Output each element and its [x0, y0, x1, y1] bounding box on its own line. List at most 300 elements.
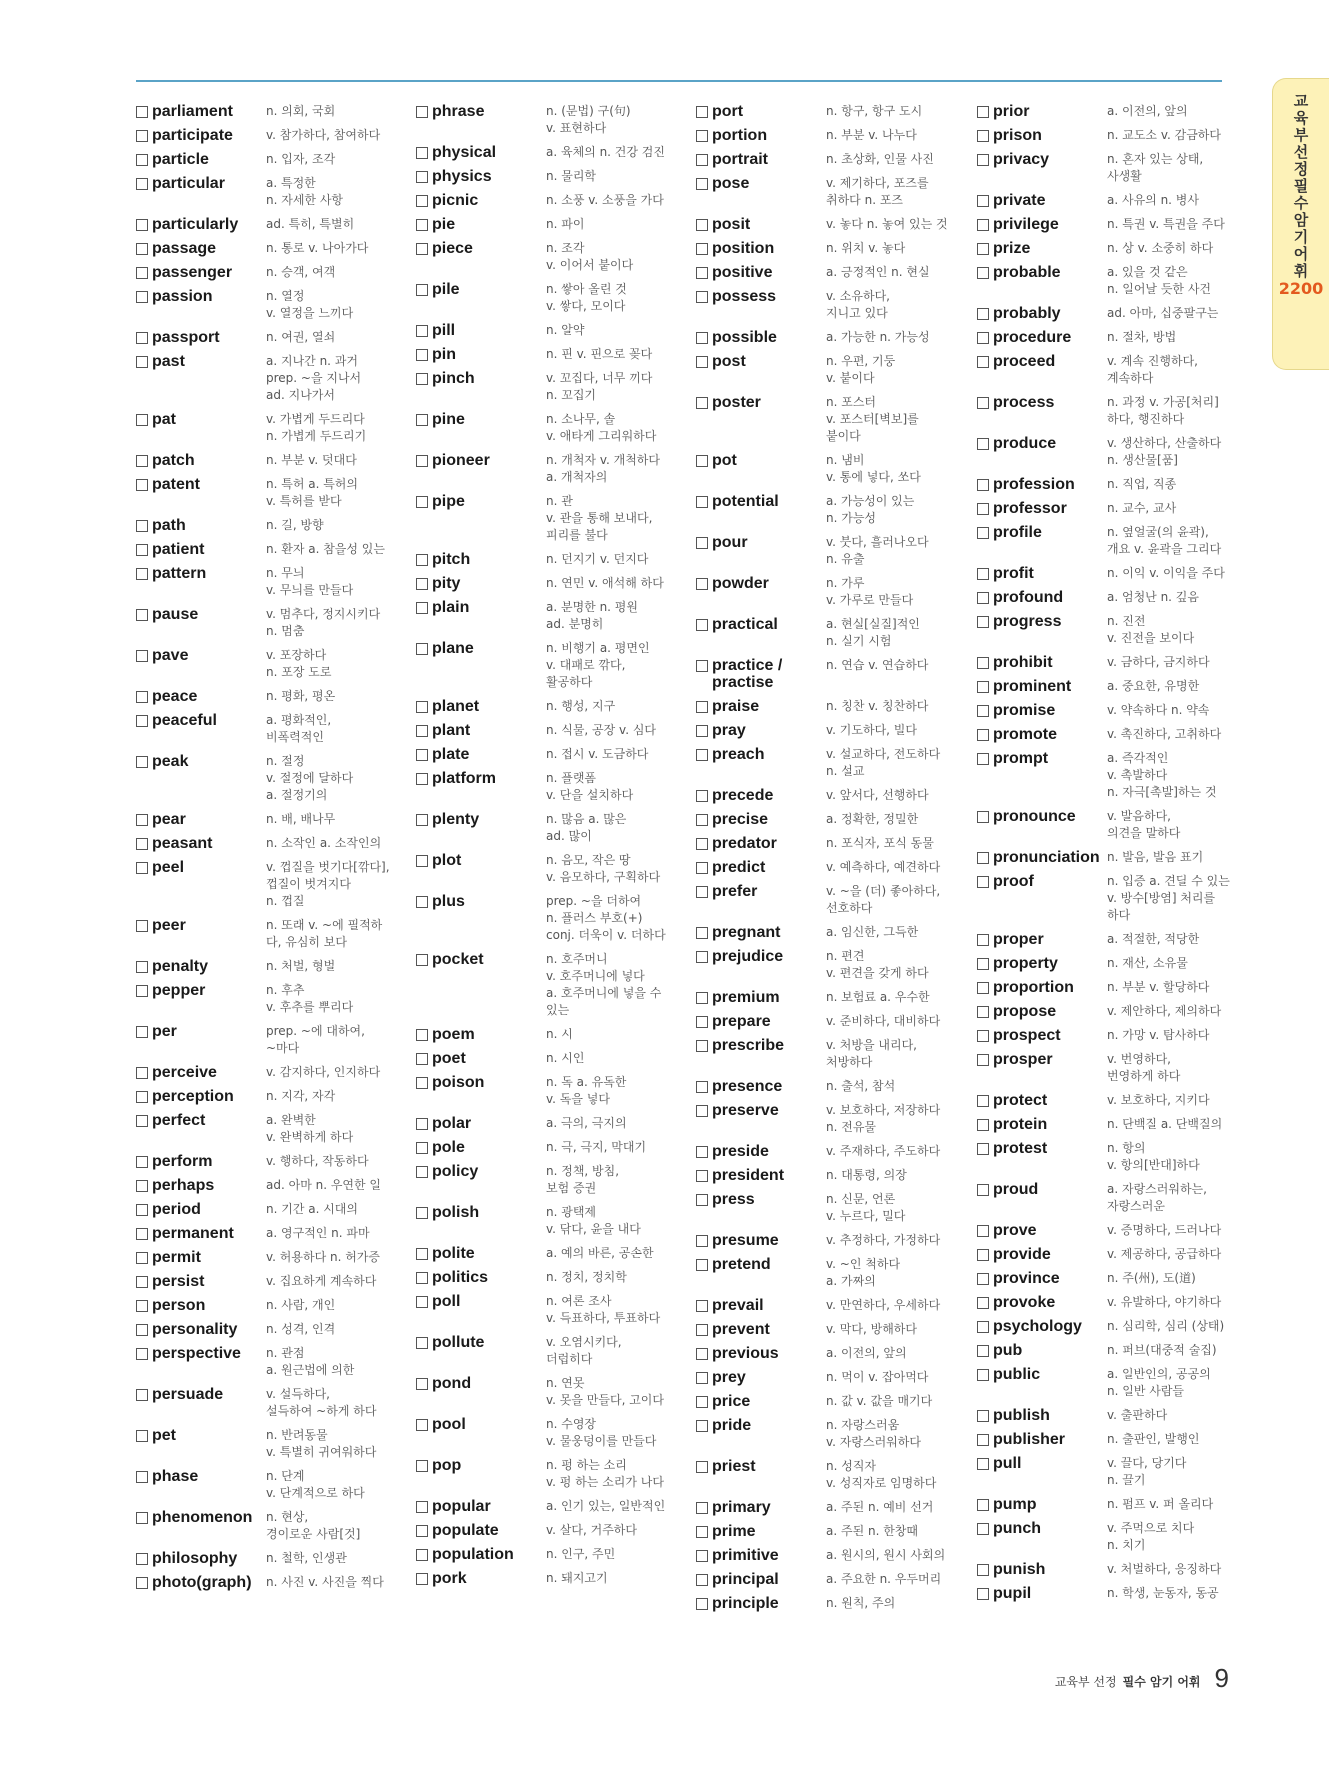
vocab-word: plate — [432, 746, 470, 763]
vocab-entry — [977, 192, 1247, 209]
memorized-checkbox[interactable] — [977, 106, 989, 118]
memorized-checkbox[interactable] — [136, 332, 148, 344]
vocab-entry — [416, 216, 686, 233]
memorized-checkbox[interactable] — [416, 1142, 428, 1154]
vocab-word: probable — [993, 264, 1061, 281]
memorized-checkbox[interactable] — [416, 954, 428, 966]
memorized-checkbox[interactable] — [977, 356, 989, 368]
vocab-entry — [136, 958, 406, 975]
memorized-checkbox[interactable] — [136, 1026, 148, 1038]
memorized-checkbox[interactable] — [696, 1194, 708, 1206]
memorized-checkbox[interactable] — [416, 1573, 428, 1585]
memorized-checkbox[interactable] — [696, 1598, 708, 1610]
memorized-checkbox[interactable] — [136, 1430, 148, 1442]
vocab-entry — [696, 722, 966, 739]
memorized-checkbox[interactable] — [416, 1549, 428, 1561]
memorized-checkbox[interactable] — [416, 1525, 428, 1537]
vocab-definition: a. 엄청난 n. 깊음 — [1107, 590, 1199, 604]
memorized-checkbox[interactable] — [977, 753, 989, 765]
memorized-checkbox[interactable] — [977, 1143, 989, 1155]
memorized-checkbox[interactable] — [977, 982, 989, 994]
memorized-checkbox[interactable] — [416, 1337, 428, 1349]
memorized-checkbox[interactable] — [136, 356, 148, 368]
vocab-word: pop — [432, 1457, 462, 1474]
memorized-checkbox[interactable] — [136, 267, 148, 279]
vocab-entry — [696, 1321, 966, 1338]
memorized-checkbox[interactable] — [977, 1297, 989, 1309]
vocab-definition: a. 일반인의, 공공의 n. 일반 사람들 — [1107, 1367, 1211, 1398]
memorized-checkbox[interactable] — [416, 855, 428, 867]
memorized-checkbox[interactable] — [977, 616, 989, 628]
memorized-checkbox[interactable] — [416, 773, 428, 785]
vocab-definition: n. 성직자 v. 성직자로 임명하다 — [826, 1459, 937, 1490]
memorized-checkbox[interactable] — [977, 1499, 989, 1511]
memorized-checkbox[interactable] — [977, 243, 989, 255]
vocab-entry — [696, 288, 966, 322]
vocab-entry — [136, 1550, 406, 1567]
vocab-entry — [977, 726, 1247, 743]
memorized-checkbox[interactable] — [136, 1553, 148, 1565]
memorized-checkbox[interactable] — [136, 1228, 148, 1240]
vocab-word: protein — [993, 1116, 1048, 1133]
memorized-checkbox[interactable] — [416, 1029, 428, 1041]
vocab-definition: n. 처벌, 형벌 — [266, 959, 336, 973]
vocab-word: publish — [993, 1407, 1050, 1424]
memorized-checkbox[interactable] — [977, 503, 989, 515]
memorized-checkbox[interactable] — [977, 1006, 989, 1018]
vocab-entry — [416, 346, 686, 363]
vocab-entry — [977, 1027, 1247, 1044]
vocab-word: pride — [712, 1417, 752, 1434]
memorized-checkbox[interactable] — [696, 219, 708, 231]
memorized-checkbox[interactable] — [696, 106, 708, 118]
memorized-checkbox[interactable] — [696, 749, 708, 761]
memorized-checkbox[interactable] — [696, 332, 708, 344]
memorized-checkbox[interactable] — [136, 650, 148, 662]
memorized-checkbox[interactable] — [696, 1420, 708, 1432]
vocab-word: prompt — [993, 750, 1049, 767]
vocab-word: passenger — [152, 264, 233, 281]
vocab-entry — [977, 565, 1247, 582]
vocab-definition: n. 환자 a. 참을성 있는 — [266, 542, 385, 556]
vocab-word: punch — [993, 1520, 1041, 1537]
memorized-checkbox[interactable] — [136, 691, 148, 703]
memorized-checkbox[interactable] — [136, 1300, 148, 1312]
memorized-checkbox[interactable] — [696, 725, 708, 737]
memorized-checkbox[interactable] — [416, 814, 428, 826]
memorized-checkbox[interactable] — [696, 1016, 708, 1028]
memorized-checkbox[interactable] — [977, 438, 989, 450]
vocab-definition: n. 과정 v. 가공[처리] 하다, 행진하다 — [1107, 395, 1219, 426]
memorized-checkbox[interactable] — [416, 896, 428, 908]
vocab-definition: n. 가루 v. 가루로 만들다 — [826, 576, 914, 607]
vocab-word: press — [712, 1191, 755, 1208]
vocab-definition: v. 살다, 거주하다 — [546, 1523, 637, 1537]
memorized-checkbox[interactable] — [696, 862, 708, 874]
vocab-entry — [416, 370, 686, 404]
vocab-word: passion — [152, 288, 213, 305]
vocab-entry — [696, 1523, 966, 1540]
memorized-checkbox[interactable] — [696, 397, 708, 409]
memorized-checkbox[interactable] — [136, 920, 148, 932]
memorized-checkbox[interactable] — [136, 130, 148, 142]
vocab-word: profit — [993, 565, 1034, 582]
vocab-definition: a. 중요한, 유명한 — [1107, 679, 1200, 693]
memorized-checkbox[interactable] — [696, 1502, 708, 1514]
memorized-checkbox[interactable] — [977, 1321, 989, 1333]
vocab-entry — [977, 1496, 1247, 1513]
memorized-checkbox[interactable] — [416, 1118, 428, 1130]
memorized-checkbox[interactable] — [136, 544, 148, 556]
memorized-checkbox[interactable] — [696, 154, 708, 166]
memorized-checkbox[interactable] — [696, 1040, 708, 1052]
memorized-checkbox[interactable] — [136, 756, 148, 768]
vocab-definition: v. 발음하다, 의견을 말하다 — [1107, 809, 1181, 840]
memorized-checkbox[interactable] — [696, 267, 708, 279]
memorized-checkbox[interactable] — [416, 171, 428, 183]
memorized-checkbox[interactable] — [136, 961, 148, 973]
memorized-checkbox[interactable] — [696, 814, 708, 826]
memorized-checkbox[interactable] — [977, 1249, 989, 1261]
memorized-checkbox[interactable] — [977, 934, 989, 946]
vocab-definition: v. 꼬집다, 너무 끼다 n. 꼬집기 — [546, 371, 653, 402]
memorized-checkbox[interactable] — [696, 927, 708, 939]
vocab-entry — [416, 1522, 686, 1539]
memorized-checkbox[interactable] — [416, 219, 428, 231]
memorized-checkbox[interactable] — [696, 1105, 708, 1117]
memorized-checkbox[interactable] — [977, 267, 989, 279]
memorized-checkbox[interactable] — [977, 705, 989, 717]
memorized-checkbox[interactable] — [136, 609, 148, 621]
vocab-definition: v. 출판하다 — [1107, 1408, 1168, 1422]
vocab-entry — [136, 688, 406, 705]
memorized-checkbox[interactable] — [696, 537, 708, 549]
memorized-checkbox[interactable] — [416, 1166, 428, 1178]
memorized-checkbox[interactable] — [136, 814, 148, 826]
memorized-checkbox[interactable] — [977, 130, 989, 142]
memorized-checkbox[interactable] — [136, 520, 148, 532]
memorized-checkbox[interactable] — [136, 1348, 148, 1360]
memorized-checkbox[interactable] — [416, 1248, 428, 1260]
memorized-checkbox[interactable] — [696, 291, 708, 303]
memorized-checkbox[interactable] — [136, 1204, 148, 1216]
memorized-checkbox[interactable] — [696, 1146, 708, 1158]
memorized-checkbox[interactable] — [977, 568, 989, 580]
memorized-checkbox[interactable] — [136, 219, 148, 231]
memorized-checkbox[interactable] — [416, 725, 428, 737]
vocab-definition: a. 특정한 n. 자세한 사항 — [266, 176, 344, 207]
memorized-checkbox[interactable] — [136, 715, 148, 727]
vocab-entry — [696, 698, 966, 715]
memorized-checkbox[interactable] — [136, 106, 148, 118]
vocab-entry — [416, 893, 686, 944]
vocab-word: population — [432, 1546, 514, 1563]
vocab-entry — [977, 678, 1247, 695]
memorized-checkbox[interactable] — [696, 1300, 708, 1312]
memorized-checkbox[interactable] — [416, 106, 428, 118]
memorized-checkbox[interactable] — [696, 886, 708, 898]
memorized-checkbox[interactable] — [696, 701, 708, 713]
side-tab-char: 부 — [1293, 126, 1309, 144]
vocab-column-1 — [136, 103, 406, 1598]
vocab-definition: n. 철학, 인생관 — [266, 1551, 347, 1565]
vocab-entry — [977, 1116, 1247, 1133]
memorized-checkbox[interactable] — [977, 1523, 989, 1535]
memorized-checkbox[interactable] — [696, 578, 708, 590]
vocab-entry — [696, 924, 966, 941]
memorized-checkbox[interactable] — [977, 1345, 989, 1357]
memorized-checkbox[interactable] — [977, 729, 989, 741]
memorized-checkbox[interactable] — [416, 1501, 428, 1513]
memorized-checkbox[interactable] — [696, 1461, 708, 1473]
vocab-word: passport — [152, 329, 220, 346]
vocab-entry — [136, 216, 406, 233]
memorized-checkbox[interactable] — [977, 332, 989, 344]
memorized-checkbox[interactable] — [136, 1091, 148, 1103]
vocab-definition: v. ~인 척하다 a. 가짜의 — [826, 1257, 901, 1288]
vocab-definition: n. 입증 a. 견딜 수 있는 v. 방수[방염] 처리를 하다 — [1107, 874, 1230, 922]
memorized-checkbox[interactable] — [977, 1369, 989, 1381]
memorized-checkbox[interactable] — [416, 243, 428, 255]
vocab-word: profile — [993, 524, 1042, 541]
memorized-checkbox[interactable] — [977, 1095, 989, 1107]
memorized-checkbox[interactable] — [136, 1324, 148, 1336]
vocab-definition: n. 항의 v. 항의[반대]하다 — [1107, 1141, 1200, 1172]
memorized-checkbox[interactable] — [416, 578, 428, 590]
memorized-checkbox[interactable] — [977, 1588, 989, 1600]
vocab-word: preserve — [712, 1102, 779, 1119]
memorized-checkbox[interactable] — [977, 397, 989, 409]
memorized-checkbox[interactable] — [977, 1119, 989, 1131]
memorized-checkbox[interactable] — [136, 1577, 148, 1589]
vocab-word: poll — [432, 1293, 461, 1310]
vocab-entry — [416, 746, 686, 763]
memorized-checkbox[interactable] — [136, 1389, 148, 1401]
vocab-definition: n. 먹이 v. 잡아먹다 — [826, 1370, 929, 1384]
memorized-checkbox[interactable] — [416, 414, 428, 426]
memorized-checkbox[interactable] — [416, 749, 428, 761]
memorized-checkbox[interactable] — [416, 1296, 428, 1308]
vocab-entry — [136, 1064, 406, 1081]
memorized-checkbox[interactable] — [416, 1077, 428, 1089]
memorized-checkbox[interactable] — [977, 1225, 989, 1237]
memorized-checkbox[interactable] — [977, 1273, 989, 1285]
memorized-checkbox[interactable] — [416, 1053, 428, 1065]
vocab-word: passage — [152, 240, 217, 257]
memorized-checkbox[interactable] — [977, 195, 989, 207]
memorized-checkbox[interactable] — [696, 496, 708, 508]
vocab-definition: n. 인구, 주민 — [546, 1547, 616, 1561]
memorized-checkbox[interactable] — [696, 660, 708, 672]
memorized-checkbox[interactable] — [416, 455, 428, 467]
vocab-word: past — [152, 353, 185, 370]
vocab-word: penalty — [152, 958, 209, 975]
vocab-definition: n. 물리학 — [546, 169, 597, 183]
vocab-word: polite — [432, 1245, 475, 1262]
memorized-checkbox[interactable] — [416, 554, 428, 566]
vocab-definition: v. ~을 (더) 좋아하다, 선호하다 — [826, 884, 941, 915]
memorized-checkbox[interactable] — [977, 154, 989, 166]
memorized-checkbox[interactable] — [136, 985, 148, 997]
memorized-checkbox[interactable] — [696, 619, 708, 631]
vocab-definition: n. 가망 v. 탐사하다 — [1107, 1028, 1210, 1042]
memorized-checkbox[interactable] — [136, 1276, 148, 1288]
memorized-checkbox[interactable] — [136, 1156, 148, 1168]
vocab-entry — [696, 329, 966, 346]
vocab-word: proceed — [993, 353, 1056, 370]
memorized-checkbox[interactable] — [696, 178, 708, 190]
memorized-checkbox[interactable] — [977, 308, 989, 320]
vocab-definition: n. 행성, 지구 — [546, 699, 616, 713]
vocab-definition: n. 독 a. 유독한 v. 독을 넣다 — [546, 1075, 627, 1106]
memorized-checkbox[interactable] — [977, 681, 989, 693]
vocab-definition: n. 펌프 v. 퍼 올리다 — [1107, 1497, 1214, 1511]
memorized-checkbox[interactable] — [977, 1434, 989, 1446]
memorized-checkbox[interactable] — [136, 862, 148, 874]
vocab-word: pity — [432, 575, 461, 592]
vocab-entry — [977, 264, 1247, 298]
memorized-checkbox[interactable] — [696, 1170, 708, 1182]
memorized-checkbox[interactable] — [696, 1259, 708, 1271]
vocab-definition: v. 약속하다 n. 약속 — [1107, 703, 1210, 717]
memorized-checkbox[interactable] — [416, 349, 428, 361]
vocab-word: pose — [712, 175, 750, 192]
memorized-checkbox[interactable] — [416, 1207, 428, 1219]
memorized-checkbox[interactable] — [416, 496, 428, 508]
vocab-word: permit — [152, 1249, 201, 1266]
memorized-checkbox[interactable] — [977, 657, 989, 669]
memorized-checkbox[interactable] — [136, 178, 148, 190]
vocab-definition: n. 혼자 있는 상태, 사생활 — [1107, 152, 1204, 183]
vocab-definition: n. 입자, 조각 — [266, 152, 336, 166]
memorized-checkbox[interactable] — [136, 291, 148, 303]
vocab-definition: v. 감지하다, 인지하다 — [266, 1065, 381, 1079]
vocab-definition: n. 반려동물 v. 특별히 귀여워하다 — [266, 1428, 377, 1459]
vocab-entry — [696, 1571, 966, 1588]
vocab-word: provoke — [993, 1294, 1056, 1311]
memorized-checkbox[interactable] — [696, 1396, 708, 1408]
memorized-checkbox[interactable] — [977, 1458, 989, 1470]
vocab-word: perception — [152, 1088, 234, 1105]
memorized-checkbox[interactable] — [977, 479, 989, 491]
vocab-entry — [416, 770, 686, 804]
vocab-word: patient — [152, 541, 205, 558]
memorized-checkbox[interactable] — [696, 1526, 708, 1538]
memorized-checkbox[interactable] — [416, 373, 428, 385]
memorized-checkbox[interactable] — [977, 527, 989, 539]
memorized-checkbox[interactable] — [696, 1081, 708, 1093]
memorized-checkbox[interactable] — [696, 790, 708, 802]
memorized-checkbox[interactable] — [136, 455, 148, 467]
vocab-word: platform — [432, 770, 496, 787]
memorized-checkbox[interactable] — [977, 1030, 989, 1042]
memorized-checkbox[interactable] — [416, 643, 428, 655]
vocab-definition: n. 비행기 a. 평면인 v. 대패로 깎다, 활공하다 — [546, 641, 650, 689]
memorized-checkbox[interactable] — [136, 243, 148, 255]
memorized-checkbox[interactable] — [416, 1419, 428, 1431]
memorized-checkbox[interactable] — [696, 951, 708, 963]
vocab-word: presence — [712, 1078, 783, 1095]
memorized-checkbox[interactable] — [136, 479, 148, 491]
memorized-checkbox[interactable] — [136, 1067, 148, 1079]
memorized-checkbox[interactable] — [696, 992, 708, 1004]
vocab-word: portion — [712, 127, 768, 144]
memorized-checkbox[interactable] — [416, 195, 428, 207]
memorized-checkbox[interactable] — [416, 325, 428, 337]
memorized-checkbox[interactable] — [416, 147, 428, 159]
memorized-checkbox[interactable] — [136, 838, 148, 850]
memorized-checkbox[interactable] — [977, 1564, 989, 1576]
vocab-word: popular — [432, 1498, 491, 1515]
vocab-entry — [977, 1003, 1247, 1020]
memorized-checkbox[interactable] — [696, 1574, 708, 1586]
vocab-word: pump — [993, 1496, 1037, 1513]
memorized-checkbox[interactable] — [977, 219, 989, 231]
memorized-checkbox[interactable] — [136, 1471, 148, 1483]
memorized-checkbox[interactable] — [977, 852, 989, 864]
vocab-entry — [136, 1427, 406, 1461]
memorized-checkbox[interactable] — [696, 1235, 708, 1247]
memorized-checkbox[interactable] — [696, 455, 708, 467]
vocab-definition: n. 포식자, 포식 동물 — [826, 836, 934, 850]
vocab-word: plenty — [432, 811, 480, 828]
vocab-definition: n. 소작인 a. 소작인의 — [266, 836, 382, 850]
vocab-definition: n. 광택제 v. 닦다, 윤을 내다 — [546, 1205, 641, 1236]
memorized-checkbox[interactable] — [977, 1184, 989, 1196]
memorized-checkbox[interactable] — [136, 414, 148, 426]
memorized-checkbox[interactable] — [696, 838, 708, 850]
memorized-checkbox[interactable] — [977, 592, 989, 604]
vocab-entry — [136, 476, 406, 510]
memorized-checkbox[interactable] — [136, 568, 148, 580]
memorized-checkbox[interactable] — [416, 602, 428, 614]
vocab-word: pregnant — [712, 924, 781, 941]
memorized-checkbox[interactable] — [136, 154, 148, 166]
memorized-checkbox[interactable] — [977, 958, 989, 970]
vocab-word: positive — [712, 264, 773, 281]
memorized-checkbox[interactable] — [416, 284, 428, 296]
vocab-definition: n. 진전 v. 진전을 보이다 — [1107, 614, 1195, 645]
memorized-checkbox[interactable] — [696, 1550, 708, 1562]
memorized-checkbox[interactable] — [977, 811, 989, 823]
memorized-checkbox[interactable] — [416, 1460, 428, 1472]
memorized-checkbox[interactable] — [696, 243, 708, 255]
vocab-word: pot — [712, 452, 737, 469]
memorized-checkbox[interactable] — [696, 1372, 708, 1384]
vocab-word: permanent — [152, 1225, 234, 1242]
memorized-checkbox[interactable] — [136, 1115, 148, 1127]
memorized-checkbox[interactable] — [696, 1348, 708, 1360]
vocab-definition: a. 가능한 n. 가능성 — [826, 330, 930, 344]
vocab-definition: v. 오염시키다, 더럽히다 — [546, 1335, 622, 1366]
memorized-checkbox[interactable] — [696, 1324, 708, 1336]
memorized-checkbox[interactable] — [977, 876, 989, 888]
vocab-definition: n. 음모, 작은 땅 v. 음모하다, 구획하다 — [546, 853, 661, 884]
memorized-checkbox[interactable] — [696, 130, 708, 142]
memorized-checkbox[interactable] — [977, 1054, 989, 1066]
memorized-checkbox[interactable] — [136, 1252, 148, 1264]
memorized-checkbox[interactable] — [416, 1378, 428, 1390]
memorized-checkbox[interactable] — [696, 356, 708, 368]
memorized-checkbox[interactable] — [416, 1272, 428, 1284]
memorized-checkbox[interactable] — [416, 701, 428, 713]
memorized-checkbox[interactable] — [136, 1180, 148, 1192]
side-tab-number: 2200 — [1278, 279, 1324, 298]
vocab-word: phrase — [432, 103, 485, 120]
vocab-entry — [977, 1181, 1247, 1215]
memorized-checkbox[interactable] — [977, 1410, 989, 1422]
memorized-checkbox[interactable] — [136, 1512, 148, 1524]
